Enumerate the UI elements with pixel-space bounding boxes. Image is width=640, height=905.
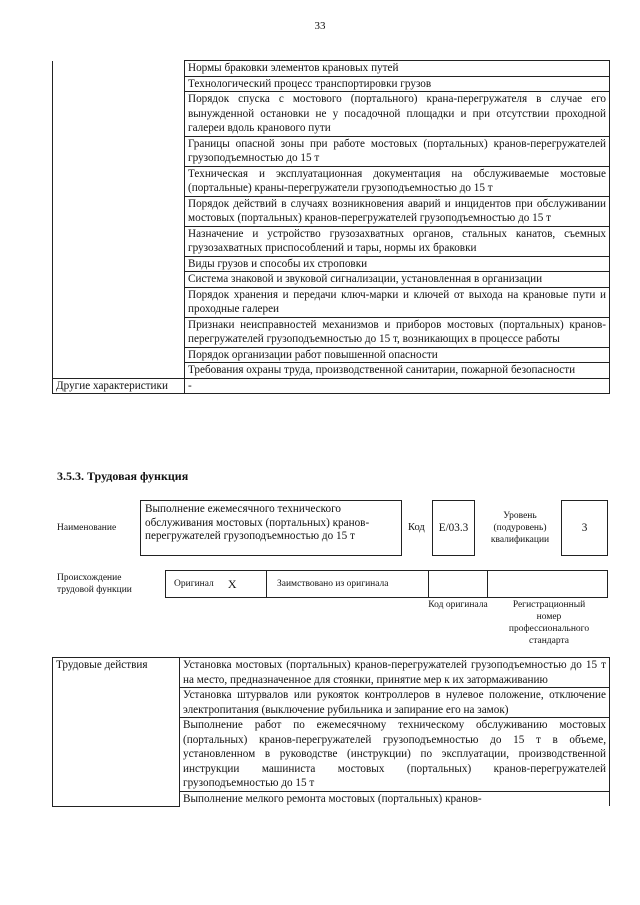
- table-row: [53, 658, 610, 688]
- knowledge-item: Виды грузов и способы их строповки: [185, 256, 610, 272]
- knowledge-item: Порядок организации работ повышенной опасности: [185, 347, 610, 363]
- other-characteristics-label: Другие характеристики: [53, 378, 185, 394]
- code-label: Код: [408, 522, 425, 533]
- knowledge-item: Признаки неисправностей механизмов и приборов мостовых (портальных) кранов-перегружателей грузоподъемностью до 15 т, возникающих в процессе работы: [185, 317, 610, 347]
- code-original-cell: [429, 571, 488, 597]
- knowledge-label-cell: [53, 61, 185, 379]
- knowledge-item: Границы опасной зоны при работе мостовых (портальных) кранов-перегружателей грузоподъемностью до 15 т: [185, 136, 610, 166]
- knowledge-item: Нормы браковки элементов крановых путей: [185, 61, 610, 77]
- borrowed-label: Заимствовано из оригинала: [277, 579, 389, 589]
- knowledge-item: Технологический процесс транспортировки грузов: [185, 76, 610, 92]
- knowledge-item: Требования охраны труда, производственной санитарии, пожарной безопасности: [185, 363, 610, 379]
- function-code: E/03.3: [432, 500, 475, 556]
- code-original-caption: Код оригинала: [428, 600, 488, 610]
- labor-action-item: Выполнение мелкого ремонта мостовых (портальных) кранов-: [180, 791, 610, 806]
- knowledge-item: Назначение и устройство грузозахватных органов, стальных канатов, съемных грузозахватных приспособлений и тары, нормы их браковки: [185, 226, 610, 256]
- labor-actions-table: [52, 657, 610, 807]
- original-label: Оригинал: [174, 579, 214, 589]
- section-title: 3.5.3. Трудовая функция: [57, 469, 189, 483]
- original-mark: X: [227, 576, 237, 591]
- knowledge-item: Порядок спуска с мостового (портального) крана-перегружателя в случае его вынужденной остановки не у посадочной площадки и при отсутствии проходной галереи вдоль кранового пути: [185, 92, 610, 137]
- knowledge-item: Техническая и эксплуатационная документация на обслуживаемые мостовые (портальные) краны-перегружатели грузоподъемностью до 15 т: [185, 166, 610, 196]
- knowledge-table: [52, 60, 610, 394]
- reg-number-cell: [488, 571, 607, 597]
- labor-actions-label: Трудовые действия: [53, 658, 180, 807]
- page-number: 33: [314, 20, 326, 32]
- borrowed-cell: [267, 571, 429, 597]
- labor-action-item: Установка штурвалов или рукояток контроллеров в нулевое положение, отключение электропитания (выключение рубильника и запирание его на замок): [180, 688, 610, 718]
- table-row: [53, 61, 610, 77]
- original-cell: [166, 571, 267, 597]
- function-name: Выполнение ежемесячного технического обслуживания мостовых (портальных) кранов-перегружателей грузоподъемностью до 15 т: [140, 500, 402, 556]
- labor-action-item: Выполнение работ по ежемесячному техническому обслуживанию мостовых (портальных) кранов-перегружателей грузоподъемностью до 15 т в объеме, установленном в руководстве (инструкции) по эксплуатации, производственной инструкции машиниста мостовых (портальных) кранов-перегружателей грузоподъемностью до 15 т: [180, 718, 610, 792]
- other-characteristics-value: -: [185, 378, 610, 394]
- level-label: Уровень (подуровень) квалификации: [490, 511, 550, 545]
- table-row: [53, 378, 610, 394]
- origin-row: [165, 570, 608, 598]
- labor-action-item: Установка мостовых (портальных) кранов-перегружателей грузоподъемностью до 15 т на место, предназначенное для стоянки, принятие мер к их затормаживанию: [180, 658, 610, 688]
- origin-label: Происхождение трудовой функции: [57, 573, 132, 595]
- name-label: Наименование: [57, 523, 117, 533]
- knowledge-item: Система знаковой и звуковой сигнализации, установленная в организации: [185, 272, 610, 288]
- knowledge-item: Порядок хранения и передачи ключ-марки и ключей от выхода на крановые пути и проходные галереи: [185, 287, 610, 317]
- qualification-level: 3: [561, 500, 608, 556]
- knowledge-item: Порядок действий в случаях возникновения аварий и инцидентов при обслуживании мостовых (портальных) кранов-перегружателей грузоподъемностью до 15 т: [185, 196, 610, 226]
- reg-number-caption: Регистрационный номер профессионального стандарта: [508, 600, 590, 646]
